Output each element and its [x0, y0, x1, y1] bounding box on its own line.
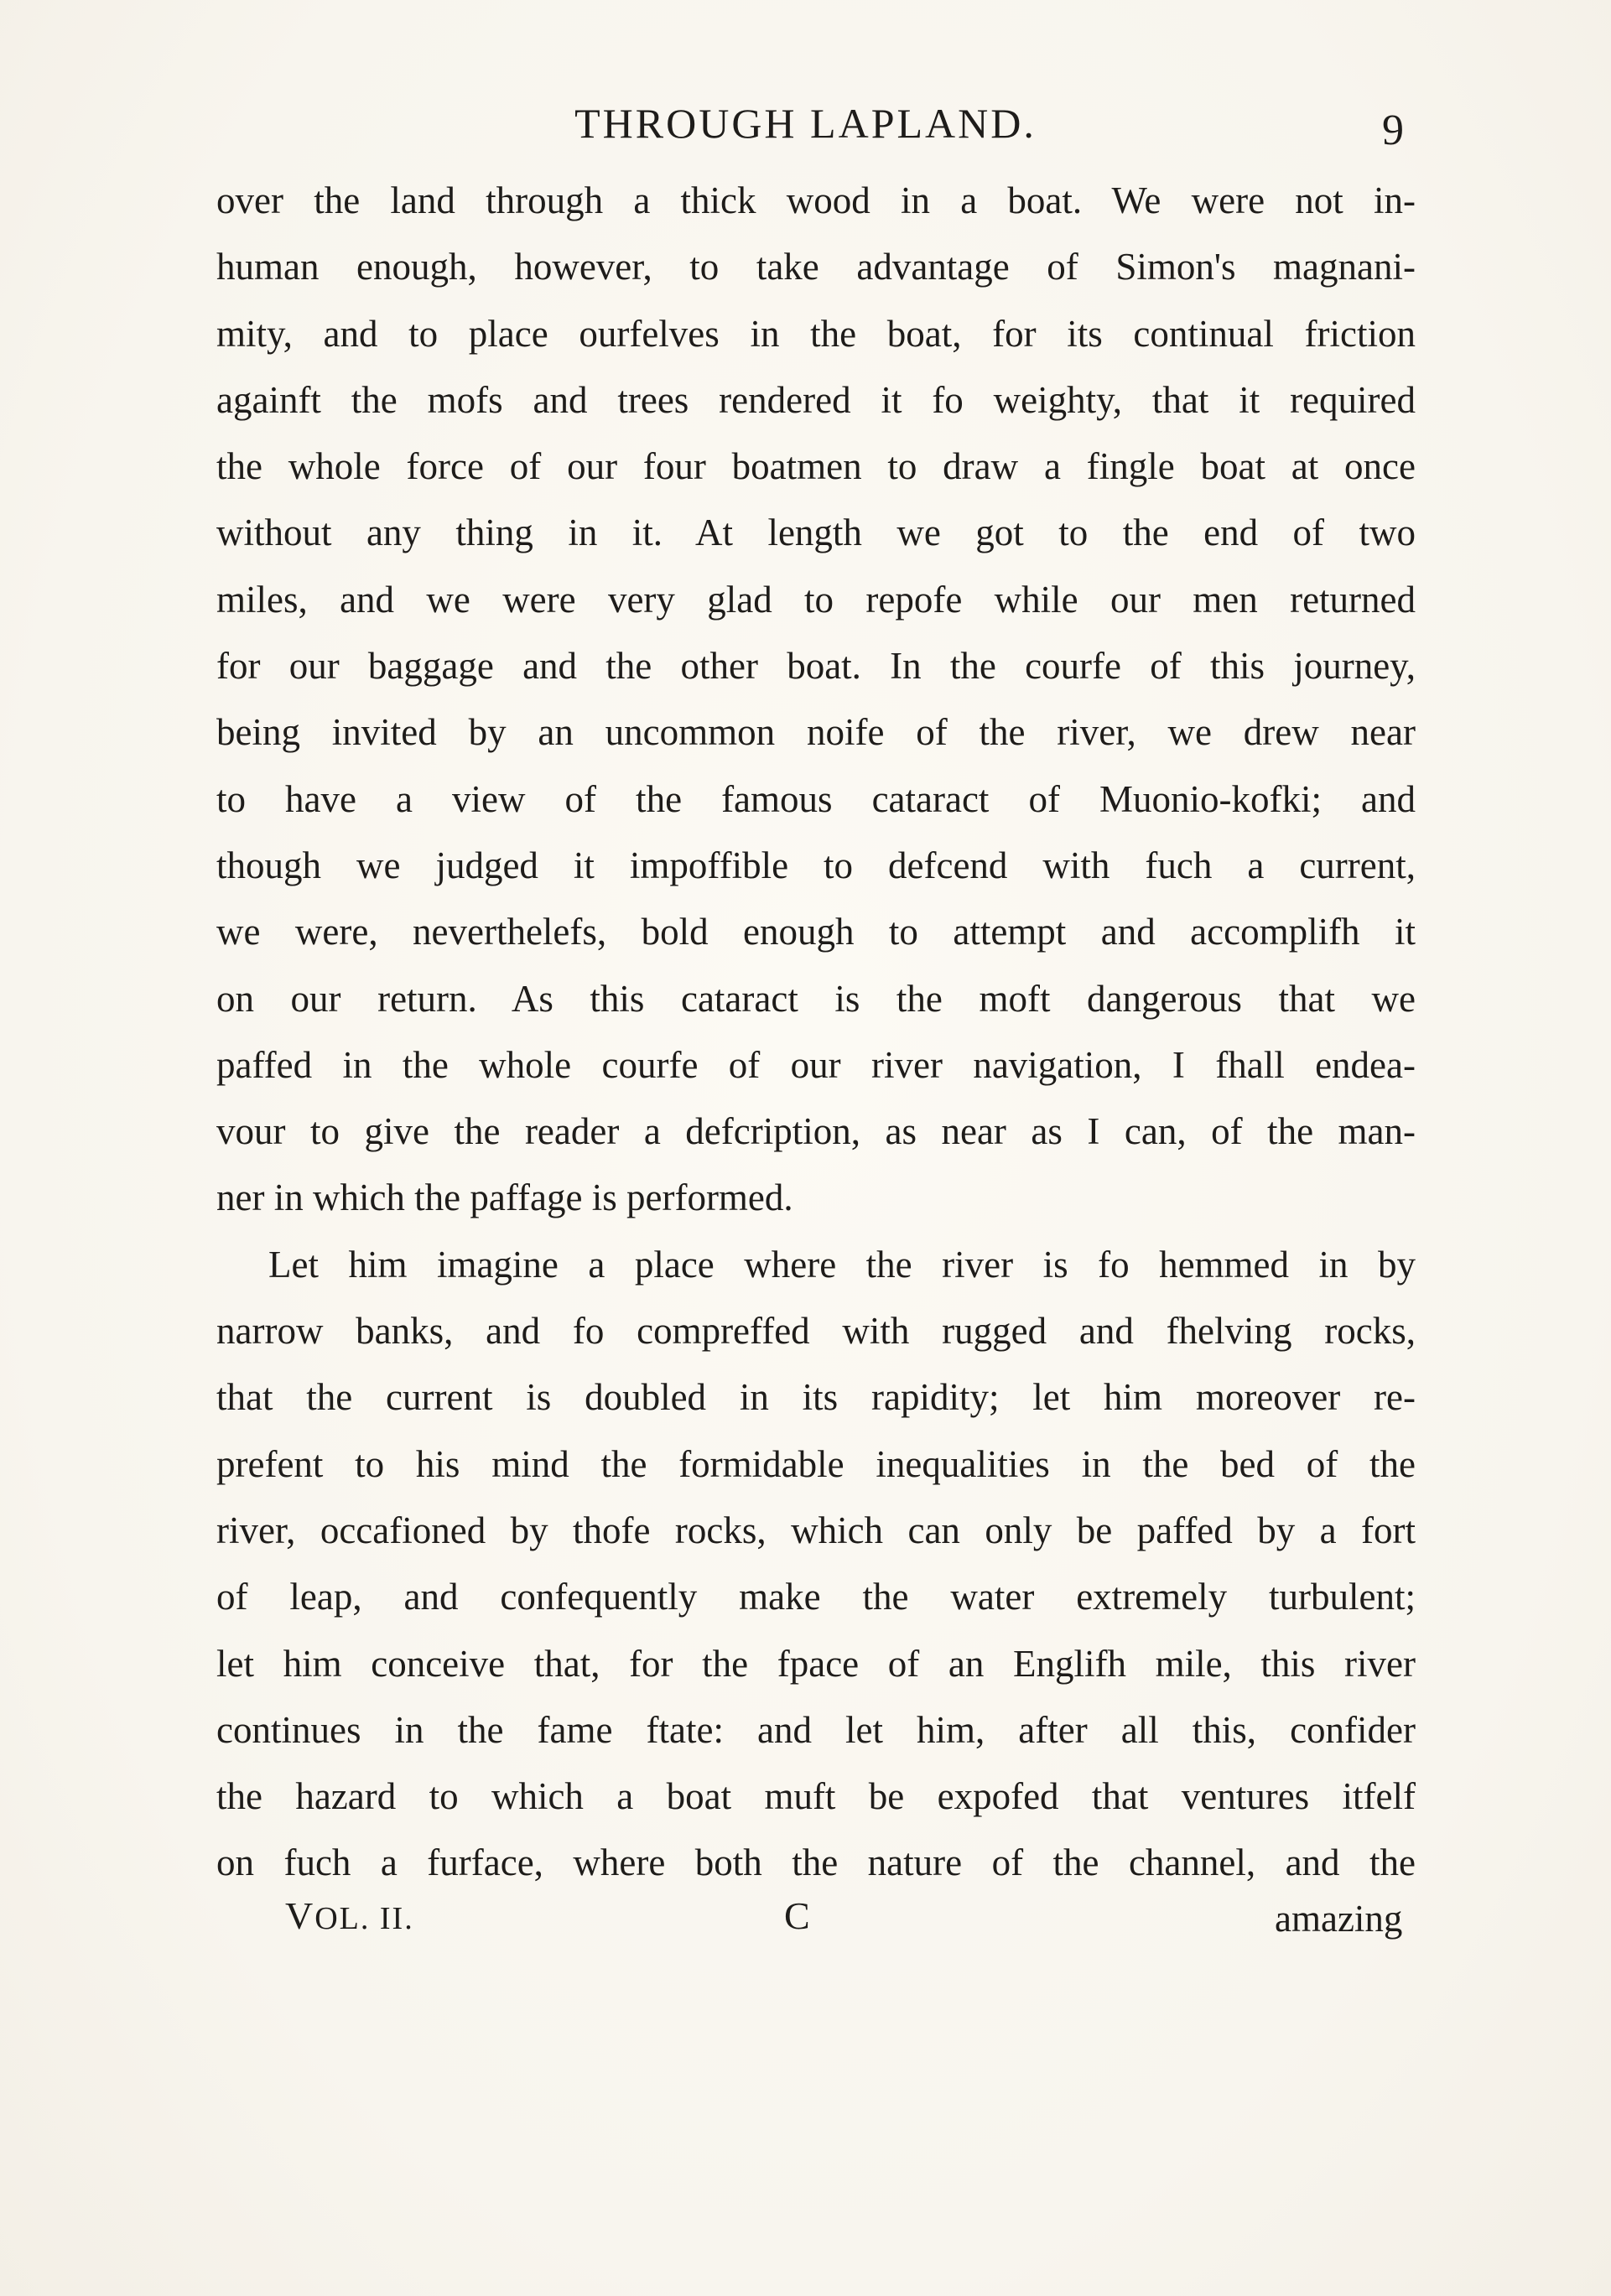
text-line: to have a view of the famous cataract of Muonio-kofki; and — [216, 777, 1416, 820]
page-number: 9 — [1382, 106, 1404, 154]
text-line: let him conceive that, for the fpace of an Englifh mile, this river — [216, 1642, 1416, 1685]
volume-signature — [285, 1893, 414, 1938]
text-line: on our return. As this cataract is the moft dangerous that we — [216, 977, 1416, 1020]
text-line: we were, neverthelefs, bold enough to attempt and accomplifh it — [216, 911, 1416, 953]
catchword: amazing — [1275, 1898, 1403, 1940]
volume-rest: OL. II. — [314, 1901, 414, 1936]
text-line: miles, and we were very glad to repofe while our men returned — [216, 578, 1416, 621]
text-line: of leap, and confequently make the water extremely turbulent; — [216, 1576, 1416, 1618]
volume-initial: V — [285, 1894, 315, 1937]
text-line: without any thing in it. At length we got to the end of two — [216, 512, 1416, 554]
text-line: continues in the fame ftate: and let him, after all this, confider — [216, 1708, 1416, 1751]
text-line: the hazard to which a boat muft be expofed that ventures itfelf — [216, 1775, 1416, 1818]
text-line: on fuch a furface, where both the nature of the channel, and the — [216, 1841, 1416, 1884]
text-line: prefent to his mind the formidable inequalities in the bed of the — [216, 1442, 1416, 1485]
text-line: over the land through a thick wood in a boat. We were not in- — [216, 179, 1416, 221]
text-line: againft the mofs and trees rendered it fo weighty, that it required — [216, 378, 1416, 421]
text-line: ner in which the paffage is performed. — [216, 1177, 793, 1219]
text-line: river, occafioned by thofe rocks, which can only be paffed by a fort — [216, 1509, 1416, 1551]
signature-mark: C — [784, 1894, 810, 1937]
text-line: though we judged it impoffible to defcend with fuch a current, — [216, 844, 1416, 886]
running-head: THROUGH LAPLAND. — [574, 100, 1037, 147]
text-line: Let him imagine a place where the river is fo hemmed in by — [268, 1243, 1416, 1286]
text-line: paffed in the whole courfe of our river navigation, I fhall endea- — [216, 1043, 1416, 1086]
paragraph-1 — [216, 168, 1416, 1232]
text-line: vour to give the reader a defcription, as near as I can, of the man- — [216, 1110, 1416, 1153]
text-line: the whole force of our four boatmen to draw a fingle boat at once — [216, 445, 1416, 488]
paragraph-2 — [216, 1232, 1416, 1897]
text-line: mity, and to place ourfelves in the boat, for its continual friction — [216, 312, 1416, 355]
body-text — [216, 168, 1416, 1897]
text-line: human enough, however, to take advantage of Simon's magnani- — [216, 246, 1416, 288]
text-line: for our baggage and the other boat. In the courfe of this journey, — [216, 645, 1416, 688]
text-line: narrow banks, and fo compreffed with rugged and fhelving rocks, — [216, 1310, 1416, 1353]
text-line: that the current is doubled in its rapidity; let him moreover re- — [216, 1376, 1416, 1419]
text-line: being invited by an uncommon noife of the river, we drew near — [216, 711, 1416, 754]
